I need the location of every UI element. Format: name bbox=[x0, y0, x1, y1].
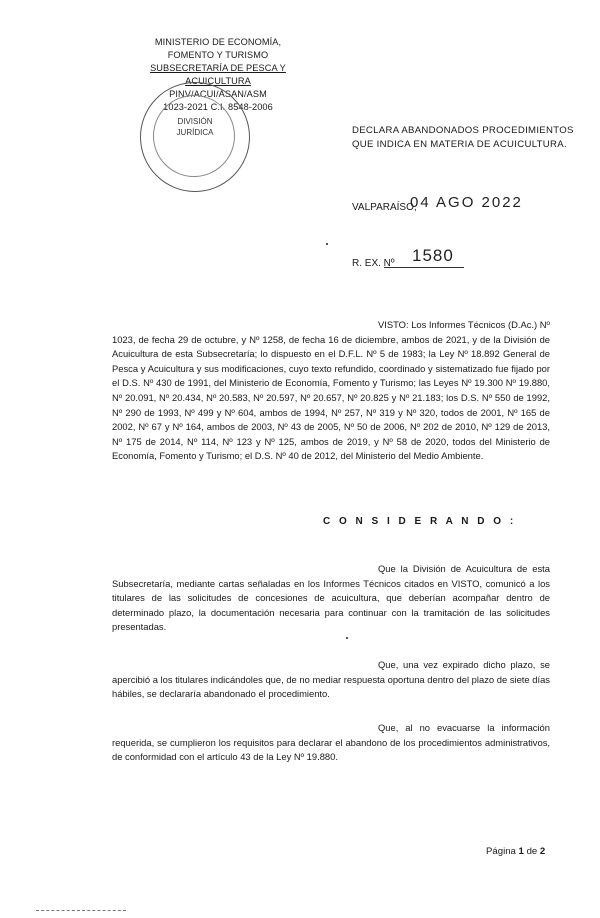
scan-mark bbox=[326, 243, 328, 245]
department-code: PINV/ACUI/ASAN/ASM bbox=[169, 89, 267, 99]
scan-edge-mark bbox=[36, 910, 126, 911]
title-line-2: QUE INDICA EN MATERIA DE ACUICULTURA. bbox=[352, 139, 567, 150]
page-indicator bbox=[486, 846, 545, 857]
considerando-paragraph-3 bbox=[112, 721, 550, 765]
page-total: 2 bbox=[539, 846, 546, 857]
seal-label-division: DIVISIÓN bbox=[177, 117, 213, 126]
considerando-paragraph-1 bbox=[112, 562, 550, 635]
visto-section bbox=[112, 318, 550, 464]
file-reference: 1023-2021 C.I. 8548-2006 bbox=[163, 102, 273, 112]
title-line-1: DECLARA ABANDONADOS PROCEDIMIENTOS bbox=[352, 125, 574, 136]
subsecretaria-name: SUBSECRETARÍA DE PESCA Y ACUICULTURA bbox=[150, 63, 286, 86]
seal-label-juridica: JURÍDICA bbox=[176, 128, 214, 137]
resolution-number-line bbox=[384, 267, 464, 268]
resolution-title bbox=[352, 124, 574, 152]
resolution-number: 1580 bbox=[412, 246, 454, 265]
considerando-text-1: Que la División de Acuicultura de esta Subsecretaría, mediante cartas señaladas en los Informes Técnicos citados en VISTO, comunicó a los titulares de las solicitudes de concesiones de acuicultura, que deberían acompañar dentro de determinado plazo, la documentación necesaria para continuar con la tramitación de las solicitudes presentadas. bbox=[112, 563, 550, 633]
date-stamp: 04 AGO 2022 bbox=[410, 194, 523, 211]
place-label: VALPARAÍSO, bbox=[352, 202, 417, 213]
page-current: 1 bbox=[518, 846, 524, 857]
resolution-label: R. EX. Nº bbox=[352, 258, 395, 269]
ministry-name: MINISTERIO DE ECONOMÍA, bbox=[154, 37, 282, 47]
page-prefix: Página bbox=[486, 846, 516, 857]
considerando-text-2: Que, una vez expirado dicho plazo, se apercibió a los titulares indicándoles que, de no mediar respuesta oportuna dentro del plazo de siete días hábiles, se declararía abandonado el procedimiento. bbox=[112, 659, 550, 700]
ministry-subname: FOMENTO Y TURISMO bbox=[167, 50, 269, 60]
visto-paragraph: VISTO: Los Informes Técnicos (D.Ac.) Nº 1023, de fecha 29 de octubre, y Nº 1258, de fecha 16 de diciembre, ambos de 2021, y de la División de Acuicultura de esta Subsecretaría; lo dispuesto en el D.F.L. Nº 5 de 1983; la Ley Nº 18.892 General de Pesca y Acuicultura y sus modificaciones, cuyo texto refundido, coordinado y sistematizado fue fijado por el D.S. Nº 430 de 1991, del Ministerio de Economía, Fomento y Turismo; las Leyes Nº 19.300 Nº 19.880, Nº 20.091, Nº 20.434, Nº 20.583, Nº 20.597, Nº 20.657, Nº 20.825 y Nº 21.183; los D.S. Nº 550 de 1992, Nº 290 de 1993, Nº 499 y Nº 604, ambos de 1994, Nº 257, Nº 319 y Nº 320, todos de 2001, Nº 165 de 2002, Nº 67 y Nº 164, ambos de 2003, Nº 43 de 2005, Nº 50 de 2006, Nº 202 de 2010, Nº 129 de 2013, Nº 175 de 2014, Nº 114, Nº 123 y Nº 125, ambos de 2019, y Nº 58 de 2020, todos del Ministerio de Economía, Fomento y Turismo; el D.S. Nº 40 de 2012, del Ministerio del Medio Ambiente. bbox=[112, 319, 550, 462]
juridical-division-seal bbox=[140, 82, 250, 192]
considerando-heading: C O N S I D E R A N D O : bbox=[323, 516, 517, 527]
considerando-paragraph-2 bbox=[112, 658, 550, 702]
page-middle: de bbox=[526, 846, 538, 857]
considerando-text-3: Que, al no evacuarse la información requerida, se cumplieron los requisitos para declarar el abandono de los procedimientos administrativos, de conformidad con el artículo 43 de la Ley Nº 19.880. bbox=[112, 722, 550, 763]
scan-mark bbox=[346, 637, 348, 639]
